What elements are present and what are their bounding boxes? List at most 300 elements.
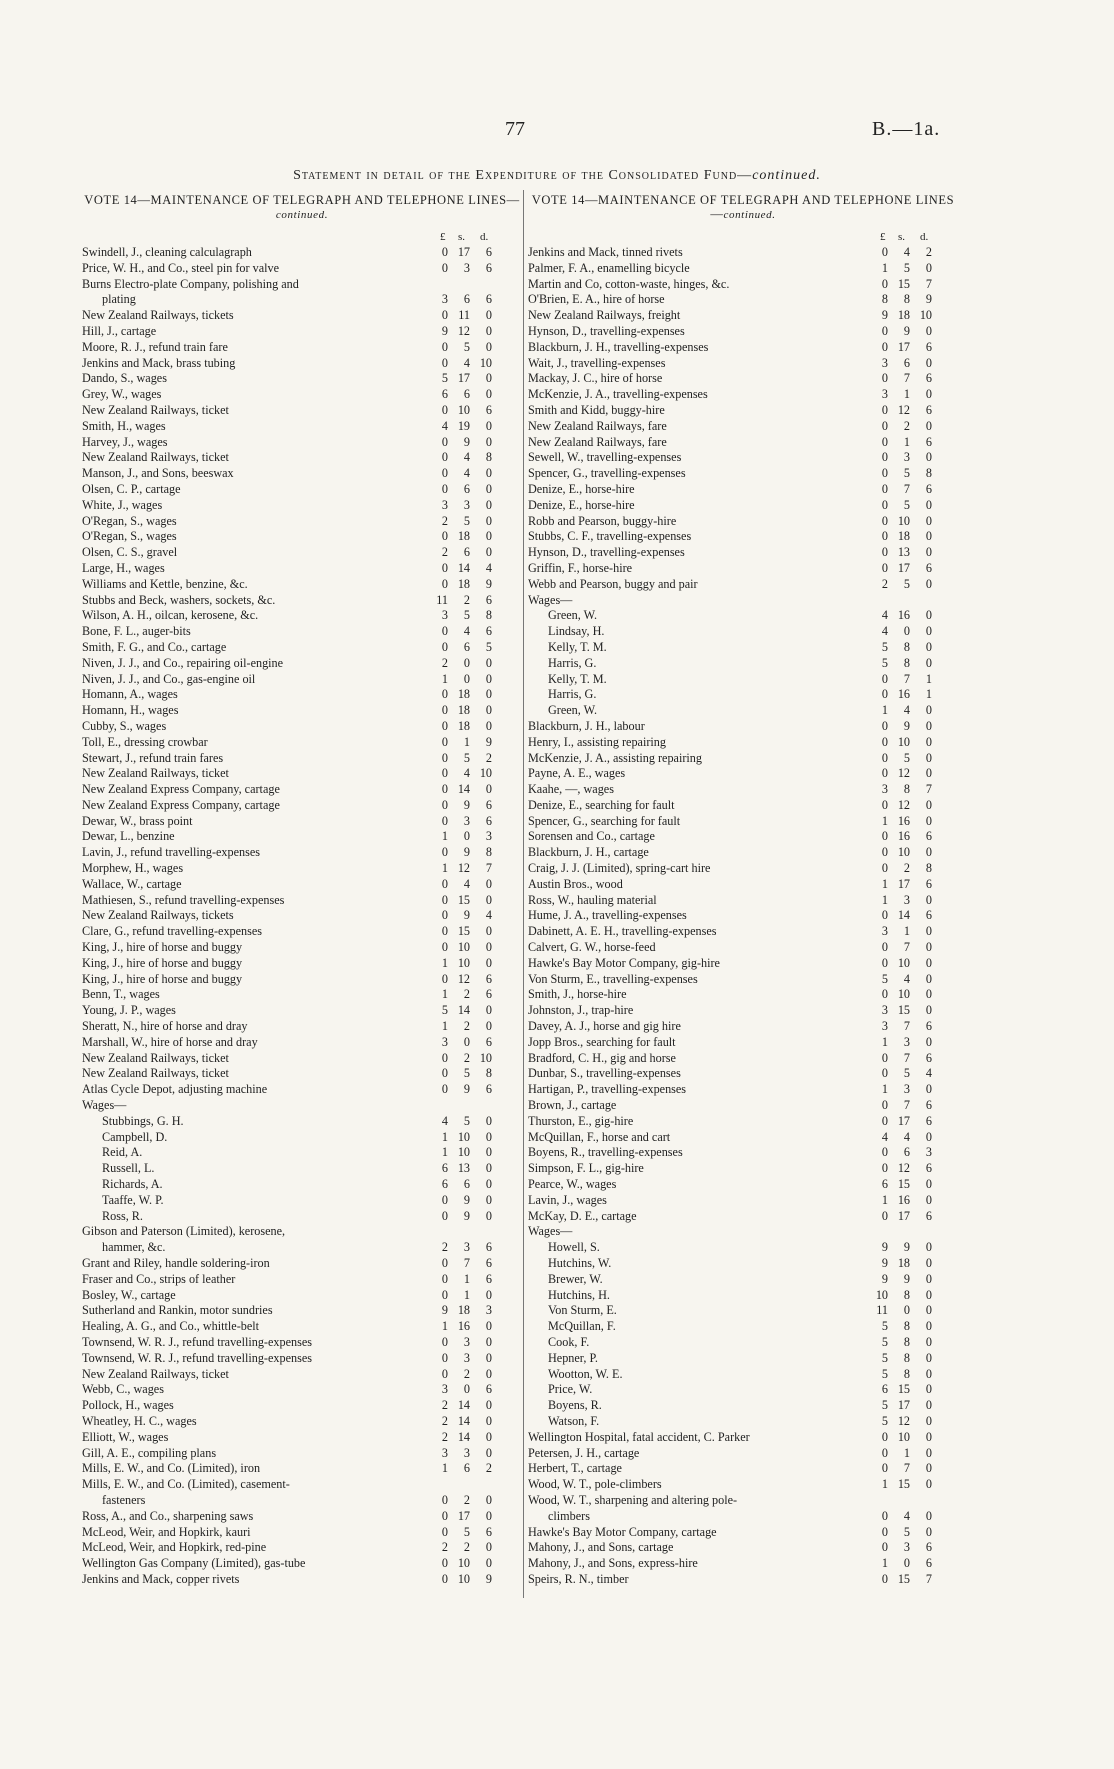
row-shillings: 12 bbox=[457, 971, 470, 986]
row-shillings: 6 bbox=[903, 1145, 910, 1160]
row-shillings: 17 bbox=[897, 560, 910, 575]
row-pounds: 3 bbox=[881, 1019, 888, 1034]
row-description: Henry, I., assisting repairing bbox=[528, 734, 666, 749]
row-shillings: 10 bbox=[897, 1429, 910, 1444]
row-pounds: 0 bbox=[881, 529, 888, 544]
row-pence: 0 bbox=[925, 1413, 932, 1428]
row-shillings: 12 bbox=[897, 1413, 910, 1428]
row-pence: 0 bbox=[485, 782, 492, 797]
row-pounds: 1 bbox=[881, 1082, 888, 1097]
expenditure-row bbox=[528, 466, 958, 482]
row-pence: 0 bbox=[485, 1319, 492, 1334]
expenditure-row bbox=[528, 608, 958, 624]
row-description: Denize, E., searching for fault bbox=[528, 797, 675, 812]
row-description: Dando, S., wages bbox=[82, 371, 167, 386]
row-shillings: 4 bbox=[903, 1508, 910, 1523]
row-pounds: 1 bbox=[441, 987, 448, 1002]
row-pence: 0 bbox=[925, 497, 932, 512]
row-shillings: 4 bbox=[903, 1129, 910, 1144]
row-pence: 6 bbox=[925, 402, 932, 417]
row-pence: 0 bbox=[925, 323, 932, 338]
expenditure-row bbox=[528, 292, 958, 308]
expenditure-row bbox=[528, 450, 958, 466]
row-pounds: 0 bbox=[441, 481, 448, 496]
row-description: Niven, J. J., and Co., repairing oil-engine bbox=[82, 655, 284, 670]
expenditure-row bbox=[528, 561, 958, 577]
row-pounds: 0 bbox=[441, 1334, 448, 1349]
row-shillings: 8 bbox=[903, 1334, 910, 1349]
row-pounds: 0 bbox=[441, 466, 448, 481]
expenditure-row bbox=[82, 719, 522, 735]
row-pounds: 1 bbox=[881, 1477, 888, 1492]
title-main: Statement in detail of the Expenditure of the Consolidated Fund— bbox=[293, 168, 753, 183]
row-description: Wages— bbox=[82, 1098, 127, 1113]
row-pence: 10 bbox=[479, 355, 492, 370]
row-pence: 0 bbox=[925, 1082, 932, 1097]
row-shillings: 4 bbox=[903, 703, 910, 718]
expenditure-row bbox=[82, 1556, 522, 1572]
expenditure-row bbox=[82, 1509, 522, 1525]
expenditure-row bbox=[82, 529, 522, 545]
row-shillings: 11 bbox=[458, 308, 470, 323]
row-description: Stewart, J., refund train fares bbox=[82, 750, 224, 765]
row-pence: 3 bbox=[925, 1145, 932, 1160]
row-shillings: 8 bbox=[903, 639, 910, 654]
row-description: O'Regan, S., wages bbox=[82, 529, 177, 544]
expenditure-row bbox=[528, 972, 958, 988]
expenditure-row bbox=[528, 577, 958, 593]
row-pounds: 0 bbox=[881, 276, 888, 291]
expenditure-row bbox=[528, 814, 958, 830]
row-pence: 3 bbox=[485, 829, 492, 844]
row-description: Bradford, C. H., gig and horse bbox=[528, 1050, 676, 1065]
row-pounds: 0 bbox=[441, 940, 448, 955]
expenditure-row bbox=[82, 1430, 522, 1446]
expenditure-row bbox=[82, 1477, 522, 1493]
row-pounds: 6 bbox=[441, 1177, 448, 1192]
row-shillings: 10 bbox=[897, 955, 910, 970]
row-shillings: 8 bbox=[903, 1319, 910, 1334]
row-pounds: 0 bbox=[881, 1113, 888, 1128]
expenditure-row bbox=[82, 829, 522, 845]
row-shillings: 13 bbox=[457, 1161, 470, 1176]
row-shillings: 3 bbox=[463, 497, 470, 512]
row-pence: 0 bbox=[485, 1287, 492, 1302]
row-description: Manson, J., and Sons, beeswax bbox=[82, 466, 234, 481]
expenditure-row bbox=[528, 1430, 958, 1446]
row-pence: 10 bbox=[919, 308, 932, 323]
row-pounds: 2 bbox=[441, 1413, 448, 1428]
expenditure-row bbox=[528, 403, 958, 419]
expenditure-row bbox=[82, 1161, 522, 1177]
row-description: Gill, A. E., compiling plans bbox=[82, 1445, 217, 1460]
row-shillings: 12 bbox=[897, 402, 910, 417]
row-shillings: 18 bbox=[897, 308, 910, 323]
row-pence: 0 bbox=[485, 308, 492, 323]
row-pence: 0 bbox=[925, 1303, 932, 1318]
right-heading-continued: continued. bbox=[723, 209, 776, 221]
expenditure-row bbox=[82, 466, 522, 482]
row-description: Von Sturm, E., travelling-expenses bbox=[528, 971, 698, 986]
expenditure-row bbox=[82, 1130, 522, 1146]
row-pence: 0 bbox=[925, 1129, 932, 1144]
row-pence: 6 bbox=[485, 1271, 492, 1286]
row-pounds: 0 bbox=[441, 529, 448, 544]
row-shillings: 6 bbox=[463, 545, 470, 560]
expenditure-row bbox=[528, 703, 958, 719]
row-description: Hutchins, W. bbox=[548, 1256, 612, 1270]
expenditure-row bbox=[528, 1256, 958, 1272]
row-description: Spencer, G., travelling-expenses bbox=[528, 466, 686, 481]
row-shillings: 9 bbox=[903, 718, 910, 733]
row-description: Hartigan, P., travelling-expenses bbox=[528, 1082, 687, 1097]
row-pence: 6 bbox=[485, 1082, 492, 1097]
row-pounds: 1 bbox=[441, 955, 448, 970]
row-description: Olsen, C. S., gravel bbox=[82, 545, 178, 560]
row-shillings: 7 bbox=[903, 1050, 910, 1065]
expenditure-row bbox=[82, 1303, 522, 1319]
row-shillings: 4 bbox=[463, 766, 470, 781]
expenditure-row bbox=[82, 277, 522, 293]
row-pounds: 0 bbox=[881, 481, 888, 496]
row-pence: 0 bbox=[925, 655, 932, 670]
row-pounds: 10 bbox=[875, 1287, 888, 1302]
row-pence: 0 bbox=[925, 1508, 932, 1523]
row-shillings: 12 bbox=[457, 323, 470, 338]
expenditure-row bbox=[528, 245, 958, 261]
expenditure-row bbox=[528, 1446, 958, 1462]
row-pence: 4 bbox=[485, 560, 492, 575]
row-pounds: 5 bbox=[881, 1413, 888, 1428]
row-shillings: 3 bbox=[903, 450, 910, 465]
expenditure-row bbox=[528, 782, 958, 798]
expenditure-row bbox=[82, 751, 522, 767]
row-pounds: 5 bbox=[881, 971, 888, 986]
row-pounds: 1 bbox=[441, 1145, 448, 1160]
row-pence: 0 bbox=[925, 513, 932, 528]
expenditure-row bbox=[528, 261, 958, 277]
row-pounds: 0 bbox=[441, 1050, 448, 1065]
expenditure-row bbox=[528, 1382, 958, 1398]
row-shillings: 2 bbox=[903, 418, 910, 433]
row-shillings: 8 bbox=[903, 292, 910, 307]
row-pence: 0 bbox=[925, 608, 932, 623]
row-shillings: 14 bbox=[457, 1003, 470, 1018]
row-pence: 0 bbox=[485, 1445, 492, 1460]
row-pounds: 0 bbox=[441, 1571, 448, 1586]
row-shillings: 15 bbox=[457, 924, 470, 939]
expenditure-row bbox=[82, 924, 522, 940]
row-description: Ross, R. bbox=[102, 1208, 143, 1223]
row-shillings: 3 bbox=[463, 813, 470, 828]
expenditure-row bbox=[82, 893, 522, 909]
row-shillings: 9 bbox=[463, 797, 470, 812]
row-pounds: 3 bbox=[441, 292, 448, 307]
row-pounds: 2 bbox=[441, 1240, 448, 1255]
row-description: McKay, D. E., cartage bbox=[528, 1208, 637, 1223]
row-pence: 0 bbox=[485, 1192, 492, 1207]
row-pence: 0 bbox=[485, 497, 492, 512]
row-description: Hynson, D., travelling-expenses bbox=[528, 323, 685, 338]
row-pounds: 8 bbox=[881, 292, 888, 307]
row-shillings: 7 bbox=[463, 1256, 470, 1270]
row-description: New Zealand Railways, fare bbox=[528, 418, 667, 433]
row-pence: 0 bbox=[485, 418, 492, 433]
row-pounds: 0 bbox=[881, 418, 888, 433]
row-description: Hume, J. A., travelling-expenses bbox=[528, 908, 687, 923]
row-pounds: 4 bbox=[881, 608, 888, 623]
expenditure-row bbox=[82, 1525, 522, 1541]
row-shillings: 18 bbox=[897, 529, 910, 544]
expenditure-row bbox=[82, 814, 522, 830]
row-description: Pearce, W., wages bbox=[528, 1177, 617, 1192]
row-shillings: 17 bbox=[457, 245, 470, 259]
row-shillings: 15 bbox=[897, 1382, 910, 1397]
row-pence: 10 bbox=[479, 766, 492, 781]
row-description: Lavin, J., wages bbox=[528, 1192, 607, 1207]
row-shillings: 4 bbox=[463, 450, 470, 465]
expenditure-row bbox=[82, 908, 522, 924]
row-shillings: 7 bbox=[903, 1098, 910, 1113]
row-pounds: 0 bbox=[441, 703, 448, 718]
row-pence: 0 bbox=[925, 1398, 932, 1413]
page-number: 77 bbox=[505, 118, 525, 140]
row-pence: 0 bbox=[925, 813, 932, 828]
row-description: McQuillan, F., horse and cart bbox=[528, 1129, 671, 1144]
row-shillings: 10 bbox=[457, 1571, 470, 1586]
row-pence: 0 bbox=[925, 1445, 932, 1460]
row-pence: 6 bbox=[925, 829, 932, 844]
row-pence: 0 bbox=[925, 545, 932, 560]
expenditure-row bbox=[82, 1461, 522, 1477]
row-pounds: 0 bbox=[441, 1208, 448, 1223]
pence-label: d. bbox=[920, 231, 929, 243]
row-pounds: 1 bbox=[881, 1034, 888, 1049]
row-description: Payne, A. E., wages bbox=[528, 766, 626, 781]
row-description: Hepner, P. bbox=[548, 1350, 598, 1365]
row-description: Young, J. P., wages bbox=[82, 1003, 176, 1018]
row-pounds: 0 bbox=[881, 545, 888, 560]
row-pence: 6 bbox=[925, 1098, 932, 1113]
document-reference: B.—1a. bbox=[872, 118, 941, 140]
row-shillings: 3 bbox=[463, 1334, 470, 1349]
row-pounds: 0 bbox=[881, 1461, 888, 1476]
row-pence: 3 bbox=[485, 1303, 492, 1318]
expenditure-row bbox=[82, 987, 522, 1003]
row-pence: 6 bbox=[485, 813, 492, 828]
expenditure-row bbox=[528, 1509, 958, 1525]
row-pence: 6 bbox=[925, 371, 932, 386]
row-description: Large, H., wages bbox=[82, 560, 165, 575]
row-pence: 8 bbox=[925, 466, 932, 481]
row-description: Kaahe, —, wages bbox=[528, 782, 614, 797]
row-description: climbers bbox=[548, 1508, 590, 1523]
row-pounds: 0 bbox=[441, 624, 448, 639]
row-description: Townsend, W. R. J., refund travelling-expenses bbox=[82, 1334, 312, 1349]
expenditure-row bbox=[82, 1114, 522, 1130]
row-shillings: 7 bbox=[903, 481, 910, 496]
expenditure-row bbox=[82, 1335, 522, 1351]
left-heading-continued: continued. bbox=[275, 209, 329, 221]
row-description: Cubby, S., wages bbox=[82, 718, 167, 733]
expenditure-row bbox=[528, 861, 958, 877]
row-pence: 0 bbox=[485, 1003, 492, 1018]
row-shillings: 2 bbox=[903, 861, 910, 876]
row-shillings: 6 bbox=[463, 481, 470, 496]
row-description: Stubbs and Beck, washers, sockets, &c. bbox=[82, 592, 276, 607]
row-pounds: 0 bbox=[441, 813, 448, 828]
row-shillings: 2 bbox=[463, 1366, 470, 1381]
row-pounds: 2 bbox=[441, 655, 448, 670]
expenditure-row bbox=[528, 277, 958, 293]
row-pounds: 0 bbox=[441, 687, 448, 702]
row-shillings: 7 bbox=[903, 1461, 910, 1476]
row-description: New Zealand Railways, ticket bbox=[82, 766, 229, 781]
expenditure-row bbox=[82, 703, 522, 719]
row-shillings: 10 bbox=[897, 845, 910, 860]
row-shillings: 8 bbox=[903, 1366, 910, 1381]
row-pence: 0 bbox=[925, 797, 932, 812]
row-shillings: 5 bbox=[463, 750, 470, 765]
row-description: Ross, W., hauling material bbox=[528, 892, 657, 907]
row-pence: 0 bbox=[485, 1019, 492, 1034]
row-description: Dewar, W., brass point bbox=[82, 813, 193, 828]
expenditure-row bbox=[82, 1209, 522, 1225]
expenditure-row bbox=[528, 1351, 958, 1367]
row-description: Hynson, D., travelling-expenses bbox=[528, 545, 685, 560]
expenditure-row bbox=[82, 593, 522, 609]
expenditure-row bbox=[82, 1572, 522, 1588]
row-description: Mills, E. W., and Co. (Limited), casement- bbox=[82, 1477, 290, 1492]
row-description: New Zealand Railways, ticket bbox=[82, 450, 229, 465]
row-description: Bosley, W., cartage bbox=[82, 1287, 176, 1302]
row-shillings: 14 bbox=[897, 908, 910, 923]
expenditure-row bbox=[82, 545, 522, 561]
row-shillings: 16 bbox=[897, 813, 910, 828]
row-pence: 0 bbox=[485, 1177, 492, 1192]
row-pence: 0 bbox=[485, 1161, 492, 1176]
row-pounds: 0 bbox=[441, 1508, 448, 1523]
row-pounds: 0 bbox=[441, 339, 448, 354]
row-pence: 6 bbox=[485, 1382, 492, 1397]
row-description: New Zealand Railways, freight bbox=[528, 308, 681, 323]
expenditure-row bbox=[528, 877, 958, 893]
row-description: Griffin, F., horse-hire bbox=[528, 560, 633, 575]
row-shillings: 9 bbox=[463, 1192, 470, 1207]
row-shillings: 4 bbox=[463, 624, 470, 639]
expenditure-row bbox=[82, 877, 522, 893]
expenditure-row bbox=[82, 845, 522, 861]
row-description: Benn, T., wages bbox=[82, 987, 160, 1002]
row-pounds: 0 bbox=[441, 750, 448, 765]
row-pounds: 0 bbox=[441, 1524, 448, 1539]
row-description: McQuillan, F. bbox=[548, 1319, 616, 1334]
row-pence: 0 bbox=[485, 1334, 492, 1349]
expenditure-row bbox=[82, 1051, 522, 1067]
row-pounds: 0 bbox=[441, 971, 448, 986]
row-pence: 0 bbox=[485, 1366, 492, 1381]
row-description: New Zealand Railways, fare bbox=[528, 434, 667, 449]
row-description: Harris, G. bbox=[548, 655, 597, 670]
row-pence: 0 bbox=[925, 1477, 932, 1492]
row-description: Wheatley, H. C., wages bbox=[82, 1413, 197, 1428]
row-pence: 9 bbox=[925, 292, 932, 307]
row-pence: 8 bbox=[485, 845, 492, 860]
expenditure-row bbox=[528, 766, 958, 782]
expenditure-row bbox=[82, 1272, 522, 1288]
row-description: Mills, E. W., and Co. (Limited), iron bbox=[82, 1461, 261, 1476]
expenditure-row bbox=[528, 1398, 958, 1414]
expenditure-row bbox=[82, 1240, 522, 1256]
expenditure-row bbox=[82, 1035, 522, 1051]
row-pounds: 0 bbox=[881, 940, 888, 955]
expenditure-row bbox=[528, 1035, 958, 1051]
row-pence: 6 bbox=[925, 908, 932, 923]
expenditure-row bbox=[528, 893, 958, 909]
row-shillings: 18 bbox=[457, 529, 470, 544]
row-shillings: 9 bbox=[903, 323, 910, 338]
row-pounds: 11 bbox=[876, 1303, 888, 1318]
row-pence: 7 bbox=[925, 1571, 932, 1586]
expenditure-row bbox=[528, 1193, 958, 1209]
row-pence: 0 bbox=[925, 639, 932, 654]
row-description: Hill, J., cartage bbox=[82, 323, 157, 338]
row-pounds: 0 bbox=[441, 1287, 448, 1302]
row-pence: 0 bbox=[485, 339, 492, 354]
row-pence: 0 bbox=[485, 1113, 492, 1128]
row-shillings: 5 bbox=[463, 339, 470, 354]
row-pence: 0 bbox=[925, 1524, 932, 1539]
expenditure-row bbox=[528, 1114, 958, 1130]
row-description: Calvert, G. W., horse-feed bbox=[528, 940, 656, 955]
pence-label: d. bbox=[480, 231, 489, 243]
row-pence: 6 bbox=[485, 971, 492, 986]
row-pence: 1 bbox=[925, 671, 932, 686]
row-pence: 8 bbox=[485, 1066, 492, 1081]
expenditure-row bbox=[82, 1019, 522, 1035]
expenditure-row bbox=[82, 1351, 522, 1367]
row-description: Boyens, R., travelling-expenses bbox=[528, 1145, 683, 1160]
row-pence: 6 bbox=[485, 624, 492, 639]
row-shillings: 14 bbox=[457, 1429, 470, 1444]
row-shillings: 5 bbox=[903, 576, 910, 591]
row-pence: 0 bbox=[925, 387, 932, 402]
row-shillings: 5 bbox=[903, 750, 910, 765]
row-shillings: 18 bbox=[457, 703, 470, 718]
row-pounds: 0 bbox=[881, 1208, 888, 1223]
row-shillings: 0 bbox=[463, 829, 470, 844]
row-pence: 0 bbox=[485, 1540, 492, 1555]
expenditure-row bbox=[528, 529, 958, 545]
expenditure-row bbox=[528, 1098, 958, 1114]
row-pence: 8 bbox=[485, 608, 492, 623]
row-description: Mahony, J., and Sons, express-hire bbox=[528, 1556, 698, 1571]
row-shillings: 5 bbox=[463, 513, 470, 528]
row-description: Martin and Co, cotton-waste, hinges, &c. bbox=[528, 276, 730, 291]
expenditure-row bbox=[528, 640, 958, 656]
row-pounds: 0 bbox=[441, 908, 448, 923]
row-pence: 0 bbox=[925, 1429, 932, 1444]
row-description: New Zealand Railways, ticket bbox=[82, 1050, 229, 1065]
row-shillings: 0 bbox=[463, 1034, 470, 1049]
row-pounds: 0 bbox=[881, 1098, 888, 1113]
row-pence: 0 bbox=[485, 955, 492, 970]
expenditure-row bbox=[82, 1145, 522, 1161]
expenditure-row bbox=[528, 1145, 958, 1161]
expenditure-row bbox=[528, 324, 958, 340]
row-pounds: 0 bbox=[441, 1082, 448, 1097]
row-pence: 0 bbox=[485, 529, 492, 544]
